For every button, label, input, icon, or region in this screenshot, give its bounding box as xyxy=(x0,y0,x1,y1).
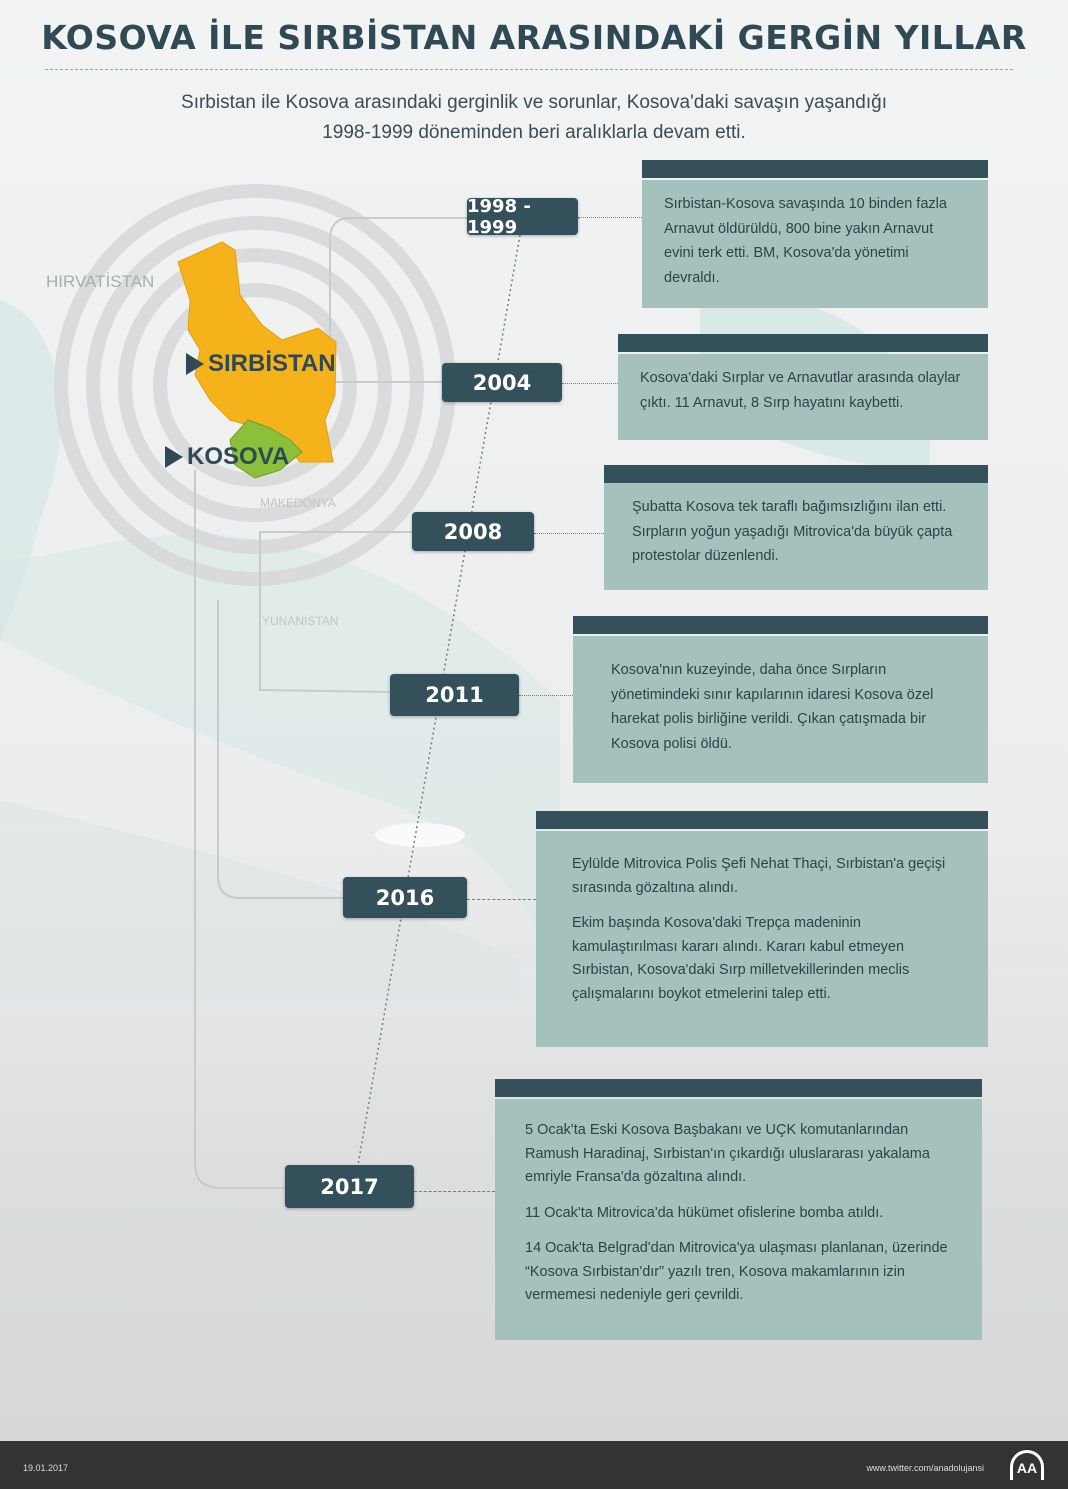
connector xyxy=(519,695,573,696)
footer xyxy=(0,1441,1068,1489)
footer-url[interactable]: www.twitter.com/anadolujansi xyxy=(866,1463,984,1473)
map-label-serbia xyxy=(186,350,336,378)
connector xyxy=(562,383,618,384)
pointer-triangle-icon xyxy=(186,353,204,375)
map-label-greece: YUNANİSTAN xyxy=(262,614,339,628)
map-label-macedonia: MAKEDONYA xyxy=(260,496,336,510)
footer-date: 19.01.2017 xyxy=(23,1463,69,1473)
title-divider xyxy=(45,69,1013,70)
serbia-text: SIRBİSTAN xyxy=(208,350,336,377)
event-text: Kosova'nın kuzeyinde, daha önce Sırpların yönetimindeki sınır kapılarının idaresi Kosova özel harekat polis birliğine verildi. Çıkan çatışmada bir Kosova polisi öldü. xyxy=(611,662,934,752)
year-badge-2004: 2004 xyxy=(442,363,562,402)
subtitle xyxy=(0,88,1068,148)
event-box-2011 xyxy=(573,636,988,783)
map-label-kosovo xyxy=(165,443,289,471)
aa-logo: AA xyxy=(1010,1450,1044,1480)
event-header-bar xyxy=(573,616,988,634)
pointer-triangle-icon xyxy=(165,446,183,468)
connector xyxy=(414,1191,495,1192)
event-text: Eylülde Mitrovica Polis Şefi Nehat Thaçi, Sırbistan'a geçişi sırasında gözaltına alındı. xyxy=(572,856,946,896)
event-header-bar xyxy=(642,160,988,178)
year-badge-2011: 2011 xyxy=(390,674,519,716)
event-box-2008 xyxy=(604,483,988,590)
subtitle-line: 1998-1999 döneminden beri aralıklarla devam etti. xyxy=(322,122,746,143)
page-title: KOSOVA İLE SIRBİSTAN ARASINDAKİ GERGİN YILLAR xyxy=(41,18,1027,57)
event-header-bar xyxy=(618,334,988,352)
year-badge-2008: 2008 xyxy=(412,512,534,551)
year-badge-2016: 2016 xyxy=(343,877,467,918)
event-text: 11 Ocak'ta Mitrovica'da hükümet ofislerine bomba atıldı. xyxy=(525,1204,884,1221)
map-label-croatia: HIRVATİSTAN xyxy=(46,272,155,291)
year-badge-2017: 2017 xyxy=(285,1165,414,1208)
subtitle-line: Sırbistan ile Kosova arasındaki gerginlik ve sorunlar, Kosova'daki savaşın yaşandığı xyxy=(181,92,887,113)
connector xyxy=(534,533,604,534)
connector xyxy=(467,899,536,900)
event-box-2017 xyxy=(495,1099,982,1340)
kosovo-text: KOSOVA xyxy=(187,443,290,470)
event-text: 14 Ocak'ta Belgrad'dan Mitrovica'ya ulaşması planlanan, üzerinde “Kosova Sırbistan'dır” yazılı tren, Kosova makamlarının izin vermemesi nedeniyle geri çevrildi. xyxy=(525,1240,948,1303)
event-text: Kosova'daki Sırplar ve Arnavutlar arasında olaylar çıktı. 11 Arnavut, 8 Sırp hayatını kaybetti. xyxy=(640,370,961,411)
event-box-2004 xyxy=(618,354,988,440)
event-header-bar xyxy=(536,811,988,829)
event-header-bar xyxy=(495,1079,982,1097)
event-box-1998 xyxy=(642,180,988,308)
event-text: Ekim başında Kosova'daki Trepça madeninin kamulaştırılması kararı alındı. Kararı kabul etmeyen Sırbistan, Kosova'daki Sırp milletvekillerinden meclis çalışmalarını boykot etmelerini talep etti. xyxy=(572,915,910,1002)
event-text: Sırbistan-Kosova savaşında 10 binden fazla Arnavut öldürüldü, 800 bine yakın Arnavut evini terk etti. BM, Kosova'da yönetimi devraldı. xyxy=(664,196,947,286)
connector xyxy=(578,217,642,218)
year-badge-1998: 1998 - 1999 xyxy=(467,198,578,235)
event-header-bar xyxy=(604,465,988,483)
event-text: 5 Ocak'ta Eski Kosova Başbakanı ve UÇK komutanlarından Ramush Haradinaj, Sırbistan'ın çıkardığı uluslararası yakalama emriyle Fransa'da gözaltına alındı. xyxy=(525,1122,930,1185)
event-box-2016 xyxy=(536,831,988,1047)
event-text: Şubatta Kosova tek taraflı bağımsızlığını ilan etti. Sırpların yoğun yaşadığı Mitrovica'da büyük çapta protestolar düzenlendi. xyxy=(632,499,953,564)
